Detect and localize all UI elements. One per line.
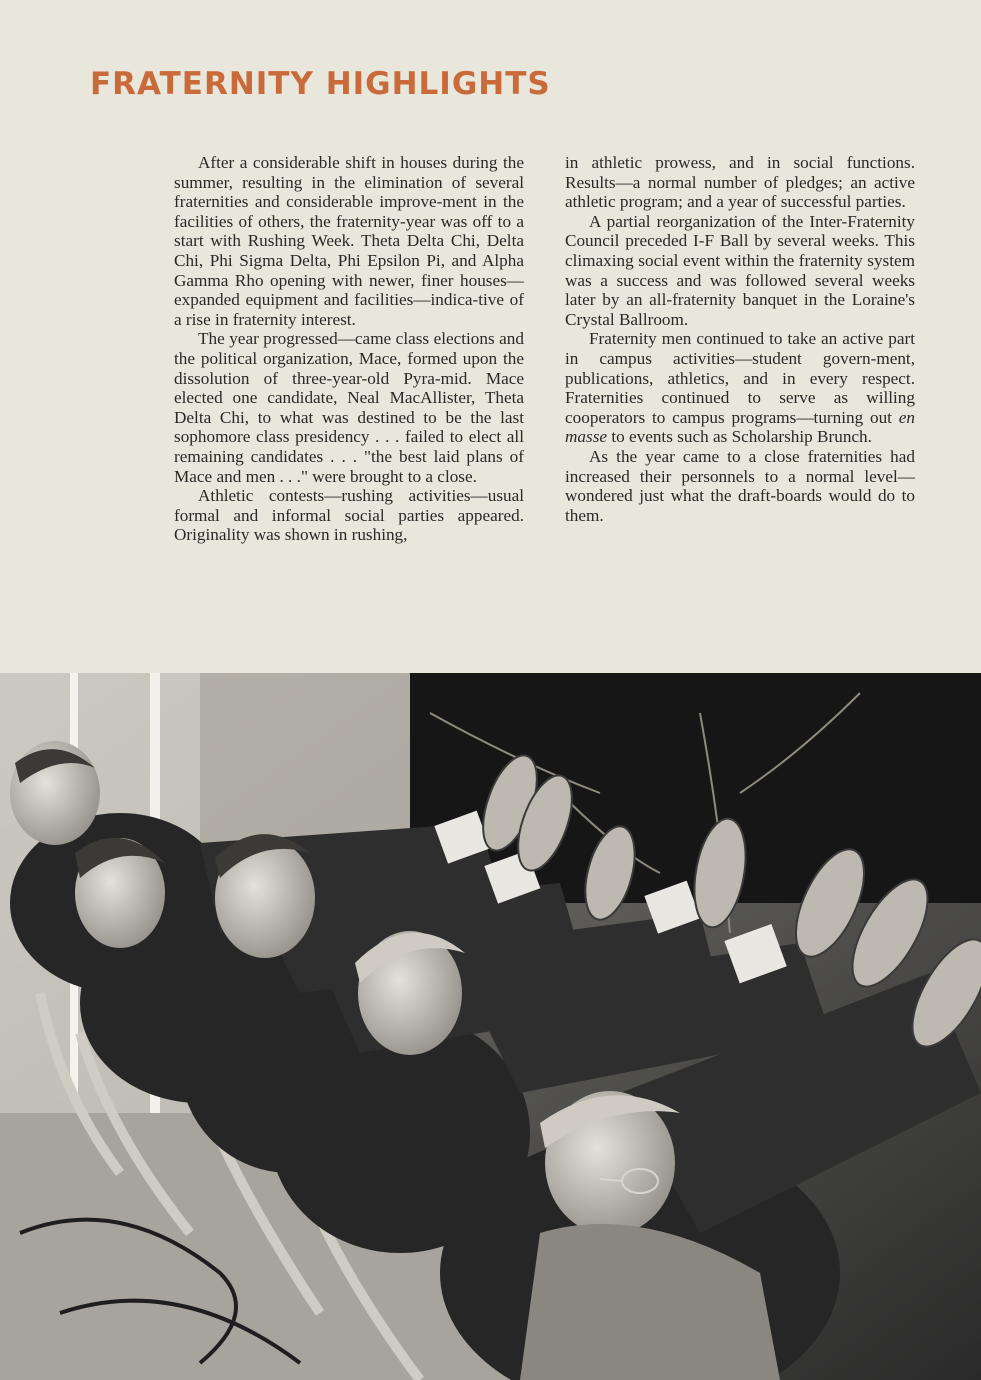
article-right-column: [565, 153, 915, 525]
article-paragraph: [565, 329, 915, 447]
fraternity-photo: [0, 673, 981, 1380]
article-paragraph-continuation: in athletic prowess, and in social functions. Results—a normal number of pledges; an active athletic program; and a year of successful parties.: [565, 153, 915, 212]
page-title: FRATERNITY HIGHLIGHTS: [90, 66, 551, 102]
italic-phrase: en masse: [565, 407, 915, 447]
article-paragraph: After a considerable shift in houses during the summer, resulting in the elimination of several fraternities and considerable improve-ment in the facilities of others, the fraternity-year was off to a start with Rushing Week. Theta Delta Chi, Delta Chi, Phi Sigma Delta, Phi Epsilon Pi, and Alpha Gamma Rho opening with newer, finer houses—expanded equipment and facilities—indica-tive of a rise in fraternity interest.: [174, 153, 524, 329]
article-paragraph: As the year came to a close fraternities had increased their personnels to a normal level—wondered just what the draft-boards would do to them.: [565, 446, 915, 525]
fraternity-photo-illustration: [0, 673, 981, 1380]
article-paragraph: Athletic contests—rushing activities—usual formal and informal social parties appeared. Originality was shown in rushing,: [174, 486, 524, 545]
article-left-column: [174, 153, 524, 545]
text-run: to events such as Scholarship Brunch.: [607, 427, 872, 447]
article-paragraph: The year progressed—came class elections and the political organization, Mace, formed upon the dissolution of three-year-old Pyra-mid. Mace elected one candidate, Neal MacAllister, Theta Delta Chi, to what was destined to be the last sophomore class presidency . . . failed to elect all remaining candidates . . . "the best laid plans of Mace and men . . ." were brought to a close.: [174, 329, 524, 486]
article-paragraph: A partial reorganization of the Inter-Fraternity Council preceded I-F Ball by several weeks. This climaxing social event within the fraternity system was a success and was followed several weeks later by an all-fraternity banquet in the Loraine's Crystal Ballroom.: [565, 211, 915, 329]
text-run: Fraternity men continued to take an active part in campus activities—student govern-ment, publications, athletics, and in every respect. Fraternities continued to serve as willing cooperators to campus programs—turning out: [565, 329, 915, 427]
